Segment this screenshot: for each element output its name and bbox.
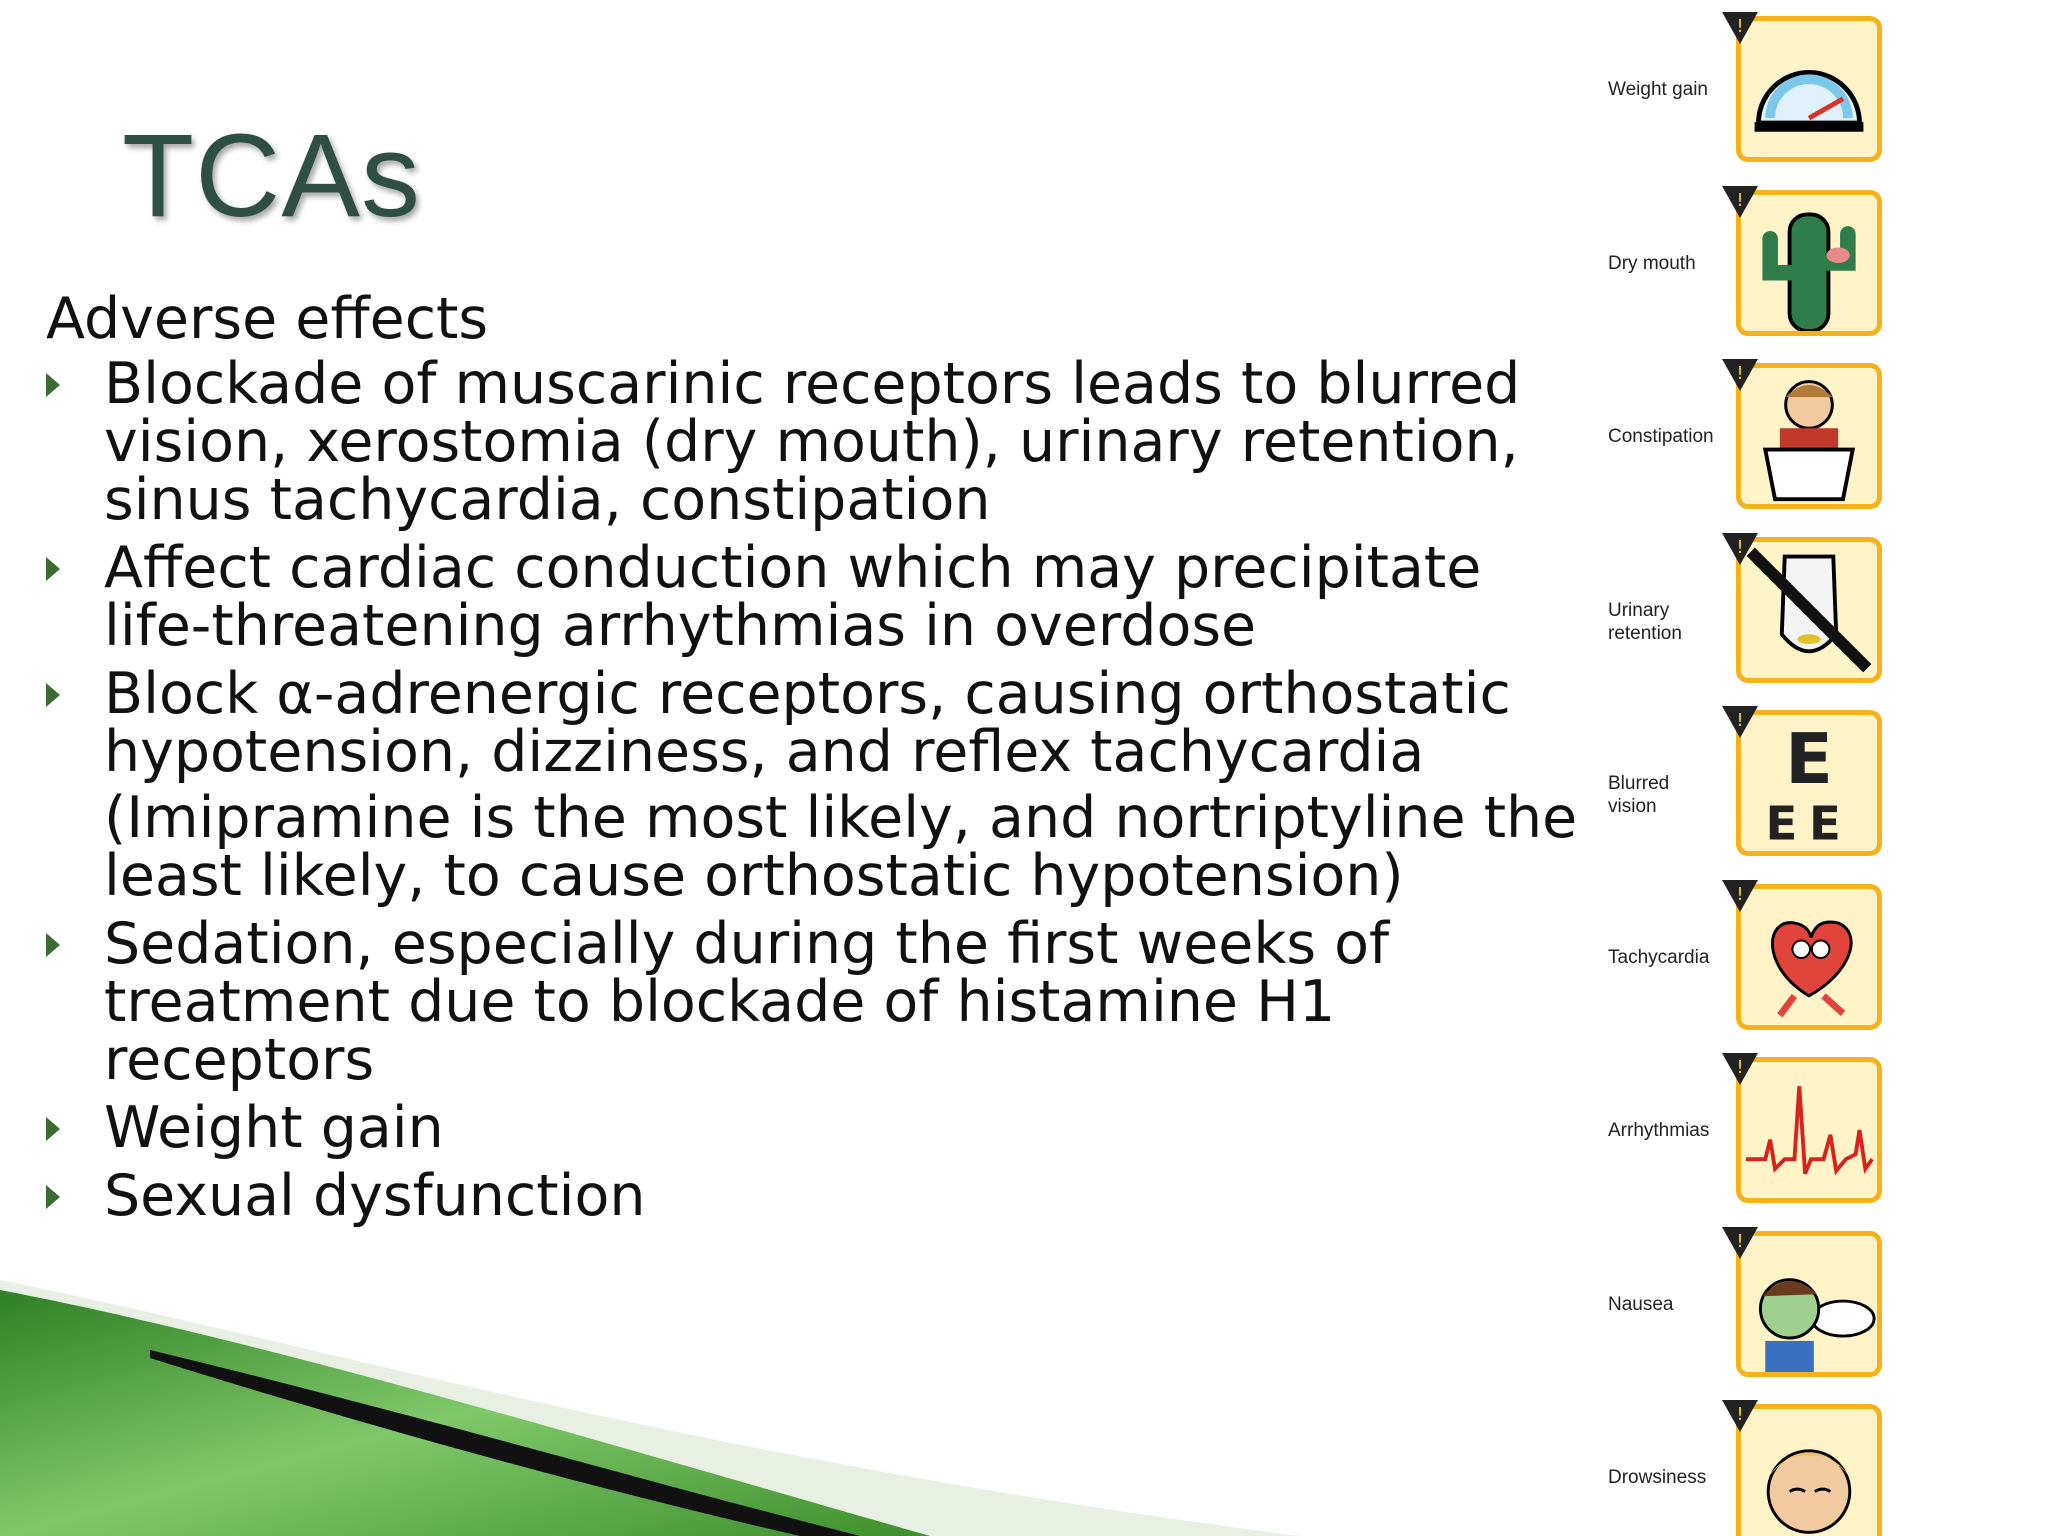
bullet-arrow-icon [46, 933, 60, 957]
icon-row-tachycardia [1600, 876, 1890, 1050]
svg-text:E: E [1785, 719, 1833, 800]
svg-text:!: ! [1736, 1404, 1744, 1425]
icon-row-constipation [1600, 355, 1890, 529]
icon-row-arrhythmias [1600, 1049, 1890, 1223]
warning-icon [1720, 1223, 1760, 1263]
warning-icon [1720, 1396, 1760, 1436]
icon-row-dry-mouth [1600, 182, 1890, 356]
icon-label: Tachycardia [1608, 946, 1710, 968]
slide-title: TCAs [122, 110, 421, 242]
bullet-list [46, 351, 1606, 1235]
svg-text:EE: EE [1765, 796, 1853, 851]
svg-text:!: ! [1736, 189, 1744, 211]
icon-label: Nausea [1608, 1293, 1674, 1315]
warning-icon [1720, 876, 1760, 916]
bullet-arrow-icon [46, 1185, 60, 1209]
svg-text:!: ! [1736, 1057, 1744, 1078]
svg-text:!: ! [1736, 363, 1744, 384]
bullet-arrow-icon [46, 557, 60, 581]
bullet-item: Block α-adrenergic receptors, causing orthostatic hypotension, dizziness, and reflex tachycardia (Imipramine is the most likely, and nortriptyline the least likely, to cause orthostatic hypotension) [46, 665, 1606, 905]
icon-label: Drowsiness [1608, 1467, 1707, 1488]
icon-row-urinary-retention [1600, 529, 1890, 703]
svg-text:!: ! [1736, 16, 1744, 37]
bullet-item: Weight gain [46, 1099, 1606, 1157]
icon-row-drowsiness [1600, 1396, 1890, 1536]
decorative-swoosh [0, 1280, 1300, 1536]
svg-text:!: ! [1736, 710, 1744, 731]
svg-text:!: ! [1736, 1230, 1744, 1252]
icon-label: Dry mouth [1608, 252, 1696, 274]
bullet-arrow-icon [46, 1117, 60, 1141]
bullet-item: Affect cardiac conduction which may precipitate life-threatening arrhythmias in overdose [46, 539, 1606, 655]
warning-icon [1720, 529, 1760, 569]
bullet-item: Blockade of muscarinic receptors leads to blurred vision, xerostomia (dry mouth), urinary retention, sinus tachycardia, constipation [46, 355, 1606, 529]
side-effect-icons [1600, 8, 1890, 1536]
section-heading: Adverse effects [46, 286, 489, 352]
icon-label: Constipation [1608, 426, 1714, 447]
icon-label: Urinary retention [1608, 599, 1682, 644]
bullet-item: Sedation, especially during the first weeks of treatment due to blockade of histamine H1 receptors [46, 915, 1606, 1089]
bullet-item: Sexual dysfunction [46, 1167, 1606, 1225]
warning-icon [1720, 8, 1760, 48]
warning-icon [1720, 702, 1760, 742]
warning-icon [1720, 182, 1760, 222]
bullet-arrow-icon [46, 683, 60, 707]
svg-text:!: ! [1736, 883, 1744, 905]
icon-label: Arrhythmias [1608, 1120, 1710, 1141]
bullet-arrow-icon [46, 373, 60, 397]
icon-row-weight-gain [1600, 8, 1890, 182]
icon-row-nausea [1600, 1223, 1890, 1397]
icon-row-blurred-vision [1600, 702, 1890, 876]
bullet-note: (Imipramine is the most likely, and nortriptyline the least likely, to cause orthostatic hypotension) [104, 785, 1578, 909]
icon-label: Blurred vision [1608, 773, 1670, 817]
warning-icon [1720, 355, 1760, 395]
icon-label: Weight gain [1608, 79, 1708, 100]
svg-text:!: ! [1736, 536, 1744, 558]
warning-icon [1720, 1049, 1760, 1089]
